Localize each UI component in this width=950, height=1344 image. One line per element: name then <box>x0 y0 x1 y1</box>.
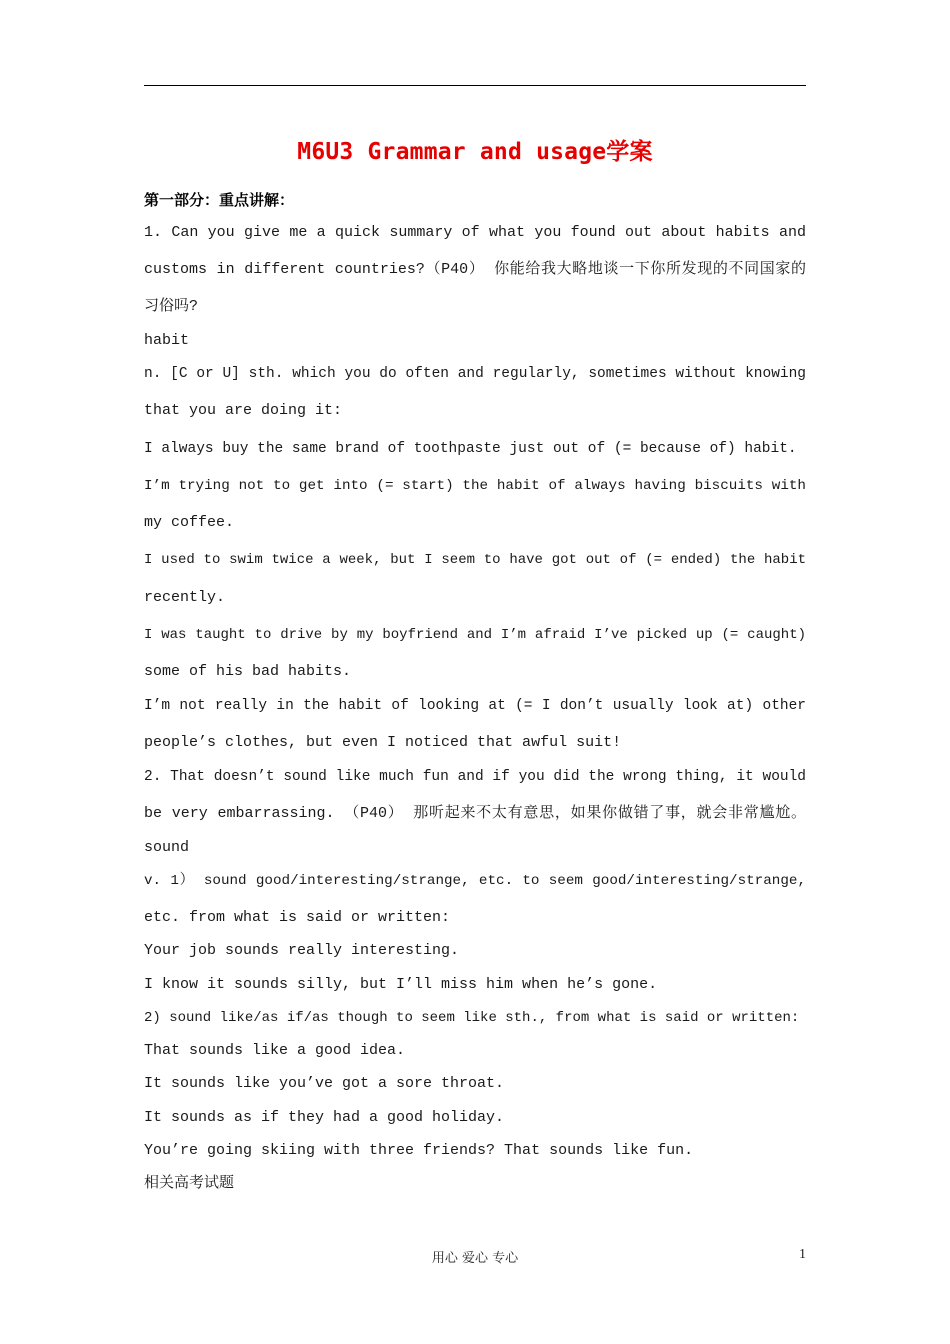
text-line: 相关高考试题 <box>144 1175 235 1192</box>
text-line: 2. That doesn’t sound like much fun and if you did the wrong thing, it would <box>144 769 806 785</box>
text-line: It sounds as if they had a good holiday. <box>144 1109 505 1126</box>
text-line: It sounds like you’ve got a sore throat. <box>144 1075 505 1092</box>
text-line: v. 1） sound good/interesting/strange, etc. to seem good/interesting/strange, <box>144 873 806 889</box>
text-line: be very embarrassing. （P40） 那听起来不太有意思，如果你做错了事，就会非常尴尬。 <box>144 805 806 822</box>
text-line: some of his bad habits. <box>144 663 352 680</box>
text-line: That sounds like a good idea. <box>144 1042 406 1059</box>
text-line: people’s clothes, but even I noticed that awful suit! <box>144 734 622 751</box>
text-line: I used to swim twice a week, but I seem to have got out of (= ended) the habit <box>144 552 806 568</box>
text-line: etc. from what is said or written: <box>144 909 451 926</box>
text-line: customs in different countries?（P40） 你能给我大略地谈一下你所发现的不同国家的 <box>144 261 806 278</box>
text-line: 习俗吗? <box>144 298 199 315</box>
text-line: I know it sounds silly, but I’ll miss him when he’s gone. <box>144 976 658 993</box>
text-line: n. [C or U] sth. which you do often and regularly, sometimes without knowing <box>144 366 806 382</box>
text-line: You’re going skiing with three friends? That sounds like fun. <box>144 1142 694 1159</box>
text-line: recently. <box>144 589 226 606</box>
text-line: 1. Can you give me a quick summary of what you found out about habits and <box>144 224 806 241</box>
text-line: I was taught to drive by my boyfriend and I’m afraid I’ve picked up (= caught) <box>144 627 806 643</box>
text-line: 2) sound like/as if/as though to seem like sth., from what is said or written: <box>144 1010 800 1026</box>
page-number: 1 <box>799 1247 806 1262</box>
header-rule <box>144 85 806 86</box>
text-line: I always buy the same brand of toothpaste just out of (= because of) habit. <box>144 441 797 457</box>
text-line: habit <box>144 332 190 349</box>
section-heading: 第一部分：重点讲解： <box>144 191 295 209</box>
text-line: I’m trying not to get into (= start) the habit of always having biscuits with <box>144 478 806 494</box>
text-line: Your job sounds really interesting. <box>144 942 460 959</box>
text-line: my coffee. <box>144 514 235 531</box>
text-line: I’m not really in the habit of looking at (= I don’t usually look at) other <box>144 698 806 714</box>
document-title: M6U3 Grammar and usage学案 <box>297 139 653 165</box>
footer-motto: 用心 爱心 专心 <box>431 1251 519 1266</box>
text-line: sound <box>144 839 190 856</box>
text-line: that you are doing it: <box>144 402 343 419</box>
